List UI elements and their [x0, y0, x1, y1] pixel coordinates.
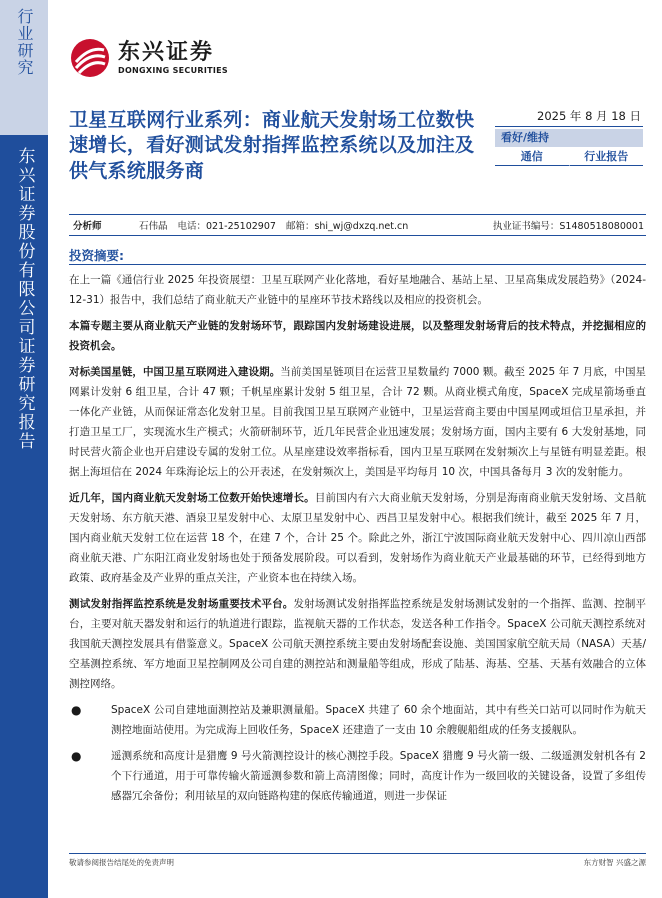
bullet-item: [69, 700, 646, 740]
report-title: 卫星互联网行业系列：商业航天发射场工位数快速增长，看好测试发射指挥监控系统以及加注及供气系统服务商: [69, 109, 475, 182]
company-logo: [70, 38, 228, 78]
report-type-label: 行业报告: [570, 148, 644, 166]
summary-paragraph-3: [69, 362, 646, 482]
bullet-text: SpaceX 公司自建地面测控站及兼职测量船。SpaceX 共建了 60 余个地面站，其中有些关口站可以同时作为航天测控地面站使用。为完成海上回收任务，SpaceX 还建造了一支由 10 余艘舰船组成的任务支援舰队。: [111, 704, 646, 736]
analyst-phone: 电话：021-25102907: [177, 221, 276, 232]
logo-name-en: DONGXING SECURITIES: [118, 65, 228, 75]
bullet-dot-icon: ●: [71, 749, 82, 763]
summary-paragraph-2: [69, 316, 646, 356]
footer-slogan: 东方财智 兴盛之源: [583, 858, 646, 867]
summary-paragraph-4: [69, 488, 646, 588]
dongxing-logo-icon: [70, 38, 110, 78]
summary-paragraph-5-body: 发射场测试发射指挥监控系统是发射场测试发射的一个指挥、监测、控制平台，主要对航天器发射和运行的轨道进行跟踪，监视航天器的工作状态，发送各种工作指令。SpaceX 公司航天测控系统对我国航天测控发展具有借鉴意义。SpaceX 公司航天测控系统主要由发射场配套设施、美国国家航空航天局（NASA）天基/空基测控系统、军方地面卫星控制网及公司自建的测控站和测量船等组成，形成了陆基、海基、空基、天基有效融合的立体测控网络。: [69, 598, 647, 690]
sidebar-company-panel: [0, 135, 48, 898]
summary-content: [69, 270, 646, 812]
sidebar-company-report: 东兴证券股份有限公司证券研究报告: [14, 147, 35, 451]
report-date: 2025 年 8 月 18 日: [495, 108, 643, 127]
industry-label: 通信: [495, 148, 570, 166]
summary-paragraph-3-body: 当前美国星链项目在运营卫星数量约 7000 颗。截至 2025 年 7 月底，中国星网累计发射 6 组卫星，合计 47 颗；千帆星座累计发射 5 组卫星，合计 72 颗。从商业模式角度，SpaceX 完成星箭场垂直一体化产业链，从而保证常态化发射卫星。目前我国卫星互联网产业链中，卫星运营商主要由中国星网或垣信卫星承担，并打造卫星工厂，实现流水生产模式；火箭研制环节，近几年民营企业迅速发展；发射场方面，国内主要有 6 大发射基地，同时民营火箭企业也开启建设专属的发射工位。从星座建设效率指标看，国内卫星互联网在发射频次上与星链有明显差距。根据上海垣信在 2024 年珠海论坛上的公开表述，在发射频次上，美国是平均每月 10 次，中国具备每月 3 次的发射能力。: [69, 366, 647, 478]
summary-paragraph-5-lead: 测试发射指挥监控系统是发射场重要技术平台。: [69, 598, 294, 610]
summary-paragraph-4-lead: 近几年，国内商业航天发射场工位数开始快速增长。: [69, 492, 315, 504]
summary-paragraph-2-text: 本篇专题主要从商业航天产业链的发射场环节，跟踪国内发射场建设进展，以及整理发射场背后的技术特点，并挖掘相应的投资机会。: [69, 320, 646, 352]
rating-box: [495, 108, 643, 166]
summary-heading: 投资摘要:: [69, 248, 124, 263]
rating-row: [495, 148, 643, 166]
sidebar-category-panel: [0, 0, 48, 135]
analyst-info-row: [69, 214, 646, 236]
analyst-cert: 执业证书编号：S1480518080001: [492, 221, 644, 232]
sidebar-category: 行业研究: [15, 8, 34, 76]
summary-paragraph-1: 在上一篇《通信行业 2025 年投资展望：卫星互联网产业化落地，看好星地融合、基站上星、卫星高集成发展趋势》（2024-12-31）报告中，我们总结了商业航天产业链中的星座环节技术路线以及相应的投资机会。: [69, 274, 646, 306]
summary-paragraph-5: [69, 594, 646, 694]
summary-paragraph-4-body: 目前国内有六大商业航天发射场，分别是海南商业航天发射场、文昌航天发射场、东方航天港、酒泉卫星发射中心、太原卫星发射中心、西昌卫星发射中心。根据我们统计，截至 2025 年 7 月，国内商业航天发射工位在运营 18 个，在建 7 个，合计 25 个。除此之外，浙江宁波国际商业航天发射中心、四川凉山西部商业航天港、广东阳江商业发射场也处于预备发展阶段。可以看到，发射场作为商业航天产业最基础的环节，已经得到地方政策、政府基金及产业界的重点关注，产业资本也在持续入场。: [69, 492, 647, 584]
bullet-dot-icon: ●: [71, 703, 82, 717]
page-footer: [69, 853, 646, 868]
left-sidebar: [0, 0, 48, 898]
summary-paragraph-3-lead: 对标美国星链，中国卫星互联网进入建设期。: [69, 366, 281, 378]
analyst-name: 石伟晶: [139, 221, 168, 232]
summary-divider: [69, 264, 646, 265]
footer-disclaimer: 敬请参阅报告结尾处的免责声明: [69, 858, 174, 867]
logo-name-cn: 东兴证券: [118, 40, 215, 66]
analyst-email: 邮箱：shi_wj@dxzq.net.cn: [285, 221, 409, 232]
bullet-text: 遥测系统和高度计是猎鹰 9 号火箭测控设计的核心测控手段。SpaceX 猎鹰 9 号火箭一级、二级遥测发射机各有 2 个下行通道，用于可靠传输火箭遥测参数和箭上高清图像；同时，高度计作为一级回收的关键设备，设置了多组传感器冗余备份；利用铱星的双向链路构建的保底传输通道，则进一步保证: [111, 750, 646, 802]
bullet-item: [69, 746, 646, 806]
rating-label: 看好/维持: [495, 129, 643, 147]
analyst-label: 分析师: [73, 221, 102, 232]
